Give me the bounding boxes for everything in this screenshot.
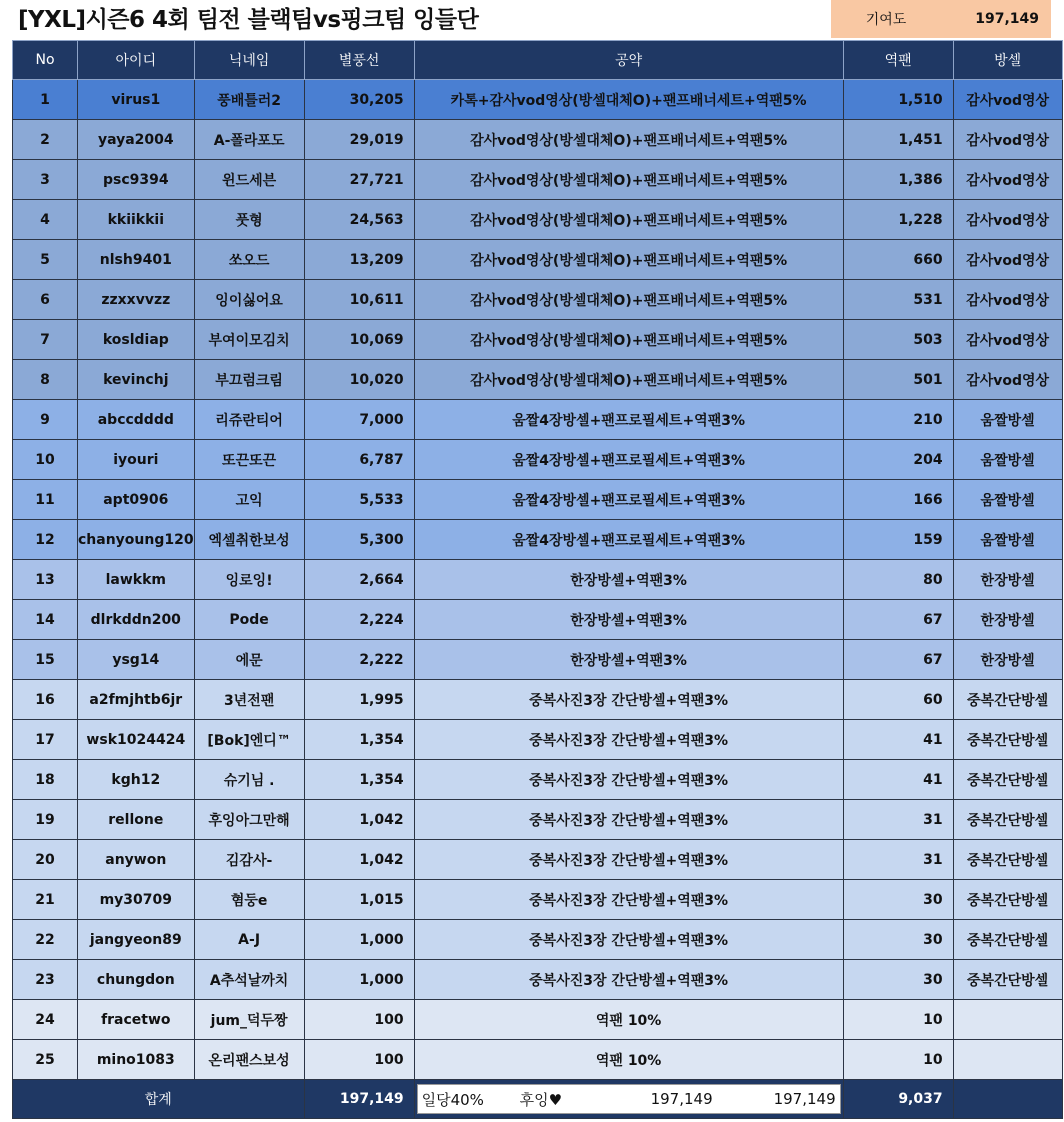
cell-fan: 41 [843,760,953,800]
cell-pledge: 중복사진3장 간단방셀+역팬3% [414,840,843,880]
cell-nickname: 쏘오드 [194,240,304,280]
cell-balloons: 1,000 [304,960,414,1000]
cell-balloons: 1,354 [304,720,414,760]
cell-id: iyouri [78,440,195,480]
table-row [13,920,1063,960]
cell-balloons: 1,995 [304,680,414,720]
cell-nickname: 부끄럼크림 [194,360,304,400]
cell-balloons: 13,209 [304,240,414,280]
cell-id: zzxxvvzz [78,280,195,320]
cell-no: 23 [13,960,78,1000]
cell-nickname: 잉이싫어요 [194,280,304,320]
cell-pledge: 중복사진3장 간단방셀+역팬3% [414,880,843,920]
table-row [13,80,1063,120]
cell-no: 16 [13,680,78,720]
cell-no: 2 [13,120,78,160]
table-row [13,720,1063,760]
cell-type: 감사vod영상 [953,120,1062,160]
cell-pledge: 중복사진3장 간단방셀+역팬3% [414,800,843,840]
cell-balloons: 27,721 [304,160,414,200]
contribution-value: 197,149 [975,11,1039,27]
cell-pledge: 감사vod영상(방셀대체O)+팬프배너세트+역팬5% [414,360,843,400]
cell-no: 9 [13,400,78,440]
cell-type: 중복간단방셀 [953,880,1062,920]
cell-balloons: 30,205 [304,80,414,120]
cell-no: 4 [13,200,78,240]
cell-nickname: jum_덕두짱 [194,1000,304,1040]
cell-type: 감사vod영상 [953,200,1062,240]
cell-fan: 531 [843,280,953,320]
header-cell: 방셀 [953,41,1062,80]
cell-balloons: 1,015 [304,880,414,920]
cell-nickname: 슈기님 . [194,760,304,800]
cell-nickname: 풍배틀러2 [194,80,304,120]
cell-nickname: 잉로잉! [194,560,304,600]
cell-type: 중복간단방셀 [953,840,1062,880]
table-row [13,160,1063,200]
cell-balloons: 1,000 [304,920,414,960]
cell-fan: 1,228 [843,200,953,240]
cell-fan: 10 [843,1000,953,1040]
cell-fan: 41 [843,720,953,760]
cell-nickname: A추석날까치 [194,960,304,1000]
cell-type: 감사vod영상 [953,280,1062,320]
table-row [13,800,1063,840]
cell-type: 움짤방셀 [953,520,1062,560]
cell-pledge: 카톡+감사vod영상(방셀대체O)+팬프배너세트+역팬5% [414,80,843,120]
cell-id: nlsh9401 [78,240,195,280]
footer-cell [953,1080,1062,1119]
cell-id: kkiikkii [78,200,195,240]
header-balloons: 별풍선 [304,41,414,80]
cell-type: 감사vod영상 [953,240,1062,280]
cell-fan: 1,386 [843,160,953,200]
table-row [13,880,1063,920]
cell-nickname: 김감사- [194,840,304,880]
cell-id: lawkkm [78,560,195,600]
cell-id: apt0906 [78,480,195,520]
cell-no: 19 [13,800,78,840]
cell-pledge: 중복사진3장 간단방셀+역팬3% [414,720,843,760]
cell-no: 14 [13,600,78,640]
cell-balloons: 2,664 [304,560,414,600]
cell-fan: 210 [843,400,953,440]
cell-id: a2fmjhtb6jr [78,680,195,720]
cell-fan: 31 [843,800,953,840]
cell-type: 중복간단방셀 [953,920,1062,960]
cell-id: kgh12 [78,760,195,800]
cell-fan: 30 [843,880,953,920]
cell-no: 17 [13,720,78,760]
cell-id: jangyeon89 [78,920,195,960]
footer-balloons: 197,149 [304,1080,414,1119]
cell-type: 감사vod영상 [953,360,1062,400]
contribution-label: 기여도 [865,12,907,28]
banner-streamer: 후잉♥ [519,1090,563,1109]
cell-nickname: A-폴라포도 [194,120,304,160]
cell-pledge: 한장방셀+역팬3% [414,600,843,640]
cell-nickname: 엑셀취한보성 [194,520,304,560]
table-row [13,120,1063,160]
banner-total-2: 197,149 [773,1090,836,1108]
cell-id: chungdon [78,960,195,1000]
table-row [13,360,1063,400]
cell-type [953,1040,1062,1080]
table-row [13,1000,1063,1040]
table-row [13,840,1063,880]
table-row [13,600,1063,640]
cell-pledge: 움짤4장방셀+팬프로필세트+역팬3% [414,480,843,520]
cell-fan: 159 [843,520,953,560]
cell-no: 8 [13,360,78,400]
cell-no: 10 [13,440,78,480]
cell-id: chanyoung120 [78,520,195,560]
cell-type: 움짤방셀 [953,440,1062,480]
cell-id: my30709 [78,880,195,920]
cell-nickname: A-J [194,920,304,960]
table-row [13,640,1063,680]
cell-type: 한장방셀 [953,560,1062,600]
cell-nickname: 온리팬스보성 [194,1040,304,1080]
cell-no: 18 [13,760,78,800]
table-row [13,520,1063,560]
cell-no: 20 [13,840,78,880]
cell-balloons: 10,069 [304,320,414,360]
cell-nickname: 풋형 [194,200,304,240]
cell-balloons: 5,533 [304,480,414,520]
cell-type: 움짤방셀 [953,400,1062,440]
cell-type [953,1000,1062,1040]
table-row [13,400,1063,440]
table-row [13,680,1063,720]
cell-pledge: 감사vod영상(방셀대체O)+팬프배너세트+역팬5% [414,160,843,200]
cell-id: anywon [78,840,195,880]
contribution-box [831,0,1051,38]
cell-nickname: 혐둥e [194,880,304,920]
cell-id: wsk1024424 [78,720,195,760]
cell-id: yaya2004 [78,120,195,160]
cell-no: 15 [13,640,78,680]
table-header-row [13,41,1063,80]
table-row [13,440,1063,480]
cell-fan: 60 [843,680,953,720]
cell-no: 25 [13,1040,78,1080]
cell-nickname: 3년전팬 [194,680,304,720]
cell-pledge: 중복사진3장 간단방셀+역팬3% [414,920,843,960]
cell-fan: 80 [843,560,953,600]
table-footer-row [13,1080,1063,1119]
cell-pledge: 감사vod영상(방셀대체O)+팬프배너세트+역팬5% [414,320,843,360]
cell-id: virus1 [78,80,195,120]
summary-banner [417,1084,841,1114]
cell-pledge: 감사vod영상(방셀대체O)+팬프배너세트+역팬5% [414,280,843,320]
cell-balloons: 1,042 [304,840,414,880]
footer-fan: 9,037 [843,1080,953,1119]
cell-balloons: 7,000 [304,400,414,440]
cell-type: 중복간단방셀 [953,760,1062,800]
table-row [13,240,1063,280]
cell-balloons: 1,354 [304,760,414,800]
header-no: No [13,41,78,80]
cell-fan: 67 [843,600,953,640]
cell-fan: 31 [843,840,953,880]
cell-balloons: 6,787 [304,440,414,480]
cell-id: ysg14 [78,640,195,680]
cell-no: 1 [13,80,78,120]
cell-nickname: 윈드세븐 [194,160,304,200]
cell-fan: 503 [843,320,953,360]
table-row [13,280,1063,320]
cell-pledge: 한장방셀+역팬3% [414,640,843,680]
cell-pledge: 움짤4장방셀+팬프로필세트+역팬3% [414,520,843,560]
cell-balloons: 2,222 [304,640,414,680]
header-nickname: 닉네임 [194,41,304,80]
cell-id: fracetwo [78,1000,195,1040]
banner-rate: 일당40% [421,1090,484,1109]
cell-type: 한장방셀 [953,640,1062,680]
cell-fan: 501 [843,360,953,400]
cell-type: 감사vod영상 [953,320,1062,360]
cell-fan: 10 [843,1040,953,1080]
cell-nickname: [Bok]엔디™ [194,720,304,760]
cell-nickname: 또끈또끈 [194,440,304,480]
table-row [13,760,1063,800]
cell-pledge: 중복사진3장 간단방셀+역팬3% [414,680,843,720]
cell-no: 22 [13,920,78,960]
cell-nickname: Pode [194,600,304,640]
header-fan: 역팬 [843,41,953,80]
cell-pledge: 한장방셀+역팬3% [414,560,843,600]
cell-balloons: 100 [304,1040,414,1080]
cell-no: 24 [13,1000,78,1040]
table-row [13,960,1063,1000]
cell-balloons: 5,300 [304,520,414,560]
cell-pledge: 감사vod영상(방셀대체O)+팬프배너세트+역팬5% [414,200,843,240]
cell-balloons: 2,224 [304,600,414,640]
cell-fan: 166 [843,480,953,520]
cell-no: 21 [13,880,78,920]
cell-pledge: 역팬 10% [414,1040,843,1080]
cell-balloons: 29,019 [304,120,414,160]
cell-id: kevinchj [78,360,195,400]
page-title: [YXL]시즌6 4회 팀전 블랙팀vs핑크팀 잉들단 [18,7,479,33]
cell-no: 12 [13,520,78,560]
table-row [13,1040,1063,1080]
footer-label: 합계 [13,1080,305,1119]
cell-nickname: 후잉아그만해 [194,800,304,840]
cell-id: psc9394 [78,160,195,200]
cell-pledge: 중복사진3장 간단방셀+역팬3% [414,760,843,800]
cell-fan: 660 [843,240,953,280]
cell-balloons: 24,563 [304,200,414,240]
cell-balloons: 10,020 [304,360,414,400]
cell-nickname: 부여이모김치 [194,320,304,360]
cell-no: 7 [13,320,78,360]
cell-type: 중복간단방셀 [953,960,1062,1000]
table-body [13,80,1063,1080]
cell-fan: 1,510 [843,80,953,120]
table-row [13,480,1063,520]
cell-id: abccdddd [78,400,195,440]
ranking-table [12,40,1063,1119]
banner-total-1: 197,149 [650,1090,713,1108]
cell-fan: 204 [843,440,953,480]
cell-id: mino1083 [78,1040,195,1080]
cell-type: 중복간단방셀 [953,720,1062,760]
cell-no: 11 [13,480,78,520]
cell-id: rellone [78,800,195,840]
cell-type: 중복간단방셀 [953,800,1062,840]
cell-id: dlrkddn200 [78,600,195,640]
cell-type: 감사vod영상 [953,80,1062,120]
footer-banner-cell [414,1080,843,1119]
cell-no: 6 [13,280,78,320]
cell-pledge: 역팬 10% [414,1000,843,1040]
cell-type: 한장방셀 [953,600,1062,640]
cell-nickname: 리쥬란티어 [194,400,304,440]
cell-type: 중복간단방셀 [953,680,1062,720]
cell-pledge: 감사vod영상(방셀대체O)+팬프배너세트+역팬5% [414,120,843,160]
cell-fan: 30 [843,960,953,1000]
cell-pledge: 움짤4장방셀+팬프로필세트+역팬3% [414,440,843,480]
cell-no: 3 [13,160,78,200]
cell-fan: 1,451 [843,120,953,160]
cell-type: 감사vod영상 [953,160,1062,200]
cell-pledge: 중복사진3장 간단방셀+역팬3% [414,960,843,1000]
table-row [13,320,1063,360]
table-row [13,560,1063,600]
cell-balloons: 1,042 [304,800,414,840]
cell-balloons: 100 [304,1000,414,1040]
cell-nickname: 에문 [194,640,304,680]
cell-balloons: 10,611 [304,280,414,320]
cell-nickname: 고익 [194,480,304,520]
cell-fan: 67 [843,640,953,680]
header-pledge: 공약 [414,41,843,80]
table-row [13,200,1063,240]
cell-no: 13 [13,560,78,600]
cell-type: 움짤방셀 [953,480,1062,520]
cell-pledge: 움짤4장방셀+팬프로필세트+역팬3% [414,400,843,440]
cell-fan: 30 [843,920,953,960]
cell-pledge: 감사vod영상(방셀대체O)+팬프배너세트+역팬5% [414,240,843,280]
cell-no: 5 [13,240,78,280]
cell-id: kosldiap [78,320,195,360]
header-id: 아이디 [78,41,195,80]
